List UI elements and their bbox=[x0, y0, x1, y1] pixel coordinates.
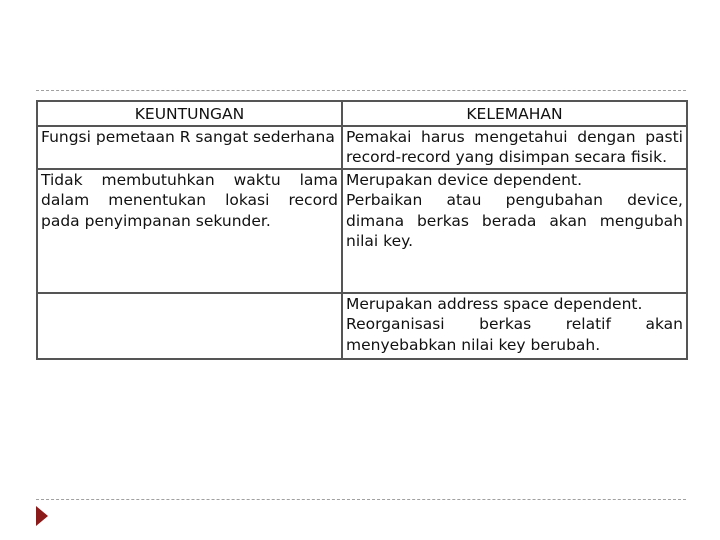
advantage-text: Tidak membutuhkan waktu lama dalam menentukan lokasi record pada penyimpanan sekunder. bbox=[41, 170, 338, 230]
table-cell-advantage bbox=[37, 169, 342, 293]
table-cell-disadvantage bbox=[342, 169, 687, 293]
table-cell-disadvantage bbox=[342, 126, 687, 169]
header-kelemahan bbox=[342, 101, 687, 126]
top-dashed-rule bbox=[36, 90, 686, 91]
header-kelemahan-label: KELEMAHAN bbox=[466, 105, 563, 123]
pros-cons-table bbox=[36, 100, 688, 360]
bottom-dashed-rule bbox=[36, 499, 686, 500]
disadvantage-text: Pemakai harus mengetahui dengan pasti record-record yang disimpan secara fisik. bbox=[346, 127, 683, 166]
header-keuntungan bbox=[37, 101, 342, 126]
disadvantage-text: Merupakan device dependent. Perbaikan atau pengubahan device, dimana berkas berada akan mengubah nilai key. bbox=[346, 170, 683, 250]
header-keuntungan-label: KEUNTUNGAN bbox=[134, 105, 245, 123]
table-header-row bbox=[37, 101, 687, 126]
table-cell-disadvantage bbox=[342, 293, 687, 359]
table-row bbox=[37, 169, 687, 293]
table-row bbox=[37, 126, 687, 169]
advantage-text: Fungsi pemetaan R sangat sederhana bbox=[41, 127, 335, 146]
disadvantage-text: Merupakan address space dependent. Reorganisasi berkas relatif akan menyebabkan nilai key berubah. bbox=[346, 294, 683, 354]
table-row bbox=[37, 293, 687, 359]
table-cell-advantage bbox=[37, 293, 342, 359]
triangle-right-icon bbox=[36, 506, 48, 526]
table-cell-advantage bbox=[37, 126, 342, 169]
